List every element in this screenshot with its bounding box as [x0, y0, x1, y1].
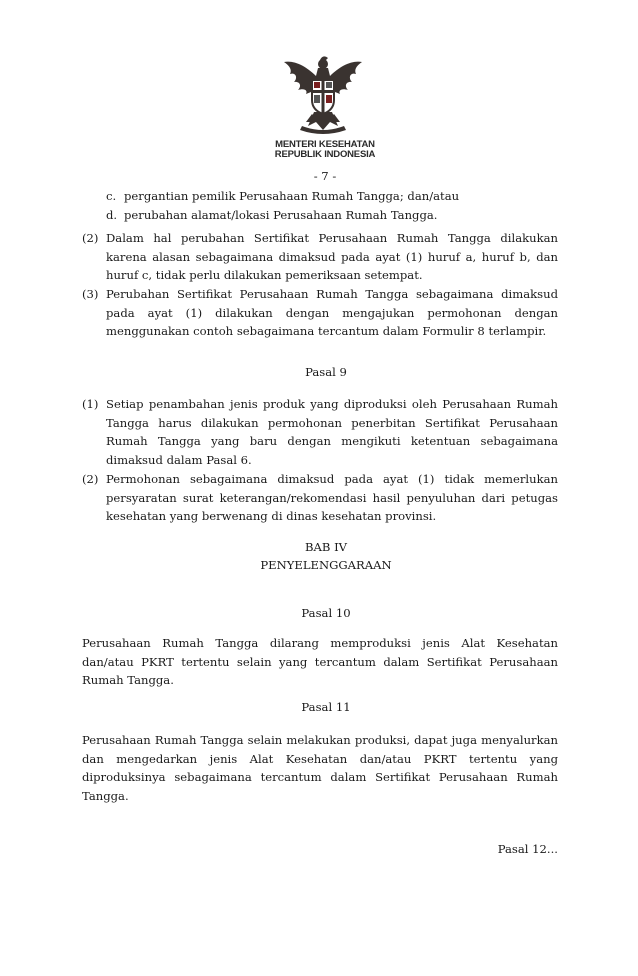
emblem-caption	[250, 140, 400, 160]
clause-number: (3)	[82, 287, 99, 301]
clause-item	[82, 470, 558, 526]
clause-item	[82, 229, 558, 285]
clause-text: Permohonan sebagaimana dimaksud pada ayat (1) tidak memerlukan persyaratan surat keterangan/rekomendasi hasil penyuluhan dari petugas kesehatan yang berwenang di dinas kesehatan provinsi.	[106, 472, 558, 524]
clause-item	[82, 395, 558, 469]
chapter-title: PENYELENGGARAAN	[260, 558, 392, 572]
clause-item	[82, 285, 558, 341]
article-text: Perusahaan Rumah Tangga selain melakukan produksi, dapat juga menyalurkan dan mengedarkan jenis Alat Kesehatan dan/atau PKRT tertentu yang diproduksinya sebagaimana tercantum dalam Sertifikat Perusahaan Rumah Tangga.	[82, 733, 558, 803]
article-heading: Pasal 9	[305, 365, 347, 379]
org-name-line1: MENTERI KESEHATAN	[275, 139, 375, 150]
clause-text: Setiap penambahan jenis produk yang diproduksi oleh Perusahaan Rumah Tangga harus dilakukan permohonan penerbitan Sertifikat Perusahaan Rumah Tangga yang baru dengan mengikuti ketentuan sebagaimana dimaksud dalam Pasal 6.	[106, 397, 558, 467]
list-item-d	[106, 206, 558, 225]
clause-number: (2)	[82, 472, 99, 486]
clause-text: Dalam hal perubahan Sertifikat Perusahaan Rumah Tangga dilakukan karena alasan sebagaimana dimaksud pada ayat (1) huruf a, huruf b, dan huruf c, tidak perlu dilakukan pemeriksaan setempat.	[106, 231, 558, 283]
list-letter: c.	[106, 189, 117, 203]
article-text: Perusahaan Rumah Tangga dilarang memproduksi jenis Alat Kesehatan dan/atau PKRT tertentu selain yang tercantum dalam Sertifikat Perusahaan Rumah Tangga.	[82, 636, 558, 688]
garuda-emblem-icon	[276, 52, 370, 138]
article-heading: Pasal 10	[301, 606, 351, 620]
article-heading: Pasal 11	[301, 700, 351, 714]
org-name-line2: REPUBLIK INDONESIA	[274, 149, 376, 160]
page-number: - 7 -	[313, 169, 337, 183]
clause-number: (2)	[82, 231, 99, 245]
list-text: perubahan alamat/lokasi Perusahaan Rumah Tangga.	[124, 208, 438, 222]
clause-number: (1)	[82, 397, 99, 411]
list-text: pergantian pemilik Perusahaan Rumah Tangga; dan/atau	[124, 189, 460, 203]
chapter-number: BAB IV	[304, 540, 348, 554]
list-letter: d.	[106, 208, 118, 222]
clause-text: Perubahan Sertifikat Perusahaan Rumah Tangga sebagaimana dimaksud pada ayat (1) dilakukan dengan mengajukan permohonan dengan menggunakan contoh sebagaimana tercantum dalam Formulir 8 terlampir.	[106, 287, 558, 339]
next-page-marker: Pasal 12...	[497, 842, 558, 856]
list-item-c	[106, 187, 558, 206]
